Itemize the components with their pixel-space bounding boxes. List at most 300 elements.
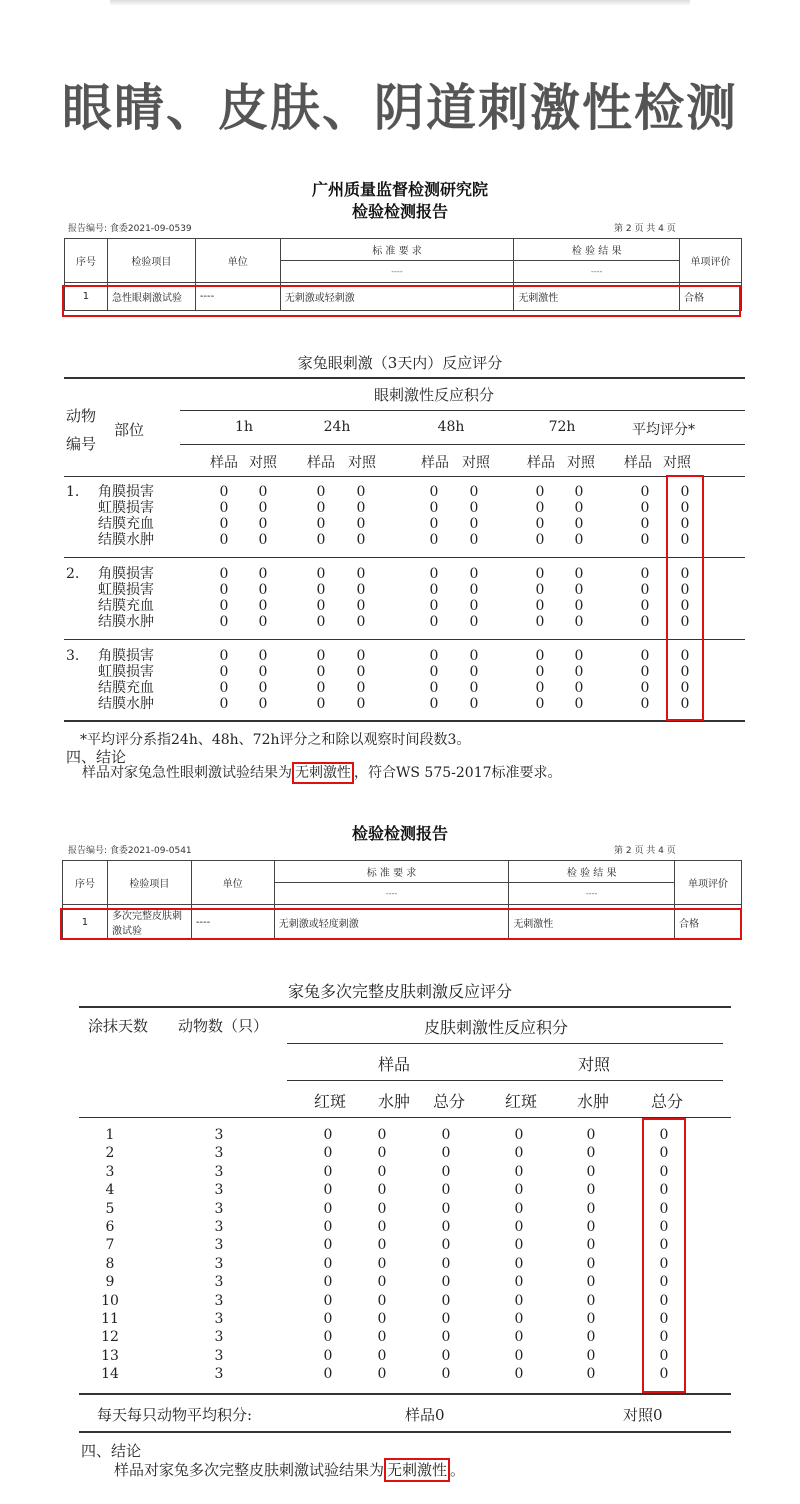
- eye-animal-number: 2.: [66, 566, 80, 582]
- skin-table-title: 家兔多次完整皮肤刺激反应评分: [287, 982, 512, 1001]
- skin-score-cell: 0: [514, 1292, 524, 1309]
- skin-score-cell: 0: [514, 1163, 524, 1180]
- eye-score-cell: 0: [469, 696, 479, 712]
- skin-score-cell: 0: [586, 1292, 596, 1309]
- skin-sub-edema: 水肿: [378, 1092, 411, 1111]
- eye-score-cell: 0: [680, 664, 690, 680]
- eye-score-cell: 0: [640, 500, 650, 516]
- eye-score-cell: 0: [219, 500, 229, 516]
- eye-score-cell: 0: [640, 582, 650, 598]
- skin-animal-count: 3: [214, 1274, 224, 1291]
- eye-score-cell: 0: [219, 696, 229, 712]
- top-shadow: [110, 0, 690, 6]
- eye-score-cell: 0: [258, 484, 268, 500]
- eye-score-cell: 0: [316, 696, 326, 712]
- skin-score-cell: 0: [377, 1366, 387, 1383]
- skin-score-cell: 0: [586, 1237, 596, 1254]
- eye-score-cell: 0: [535, 532, 545, 548]
- eye-score-cell: 0: [574, 598, 584, 614]
- skin-score-cell: 0: [323, 1200, 333, 1217]
- eye-part-label: 角膜损害: [98, 484, 154, 500]
- skin-animal-count: 3: [214, 1127, 224, 1143]
- eye-score-cell: 0: [469, 664, 479, 680]
- eye-score-cell: 0: [469, 516, 479, 532]
- eye-part-label: 结膜充血: [98, 516, 154, 532]
- eye-score-cell: 0: [680, 648, 690, 664]
- eye-score-cell: 0: [535, 516, 545, 532]
- rule: [79, 1393, 731, 1395]
- skin-score-cell: 0: [377, 1292, 387, 1309]
- rule: [287, 1080, 723, 1081]
- skin-score-cell: 0: [377, 1163, 387, 1180]
- eye-score-cell: 0: [640, 598, 650, 614]
- skin-day: 11: [101, 1311, 119, 1327]
- eye-col-animal: 动物编号: [66, 407, 97, 453]
- skin-score-cell: 0: [323, 1182, 333, 1199]
- skin-score-cell: 0: [323, 1163, 333, 1180]
- eye-score-cell: 0: [219, 648, 229, 664]
- header-unit: 单位: [191, 861, 274, 905]
- skin-score-cell: 0: [323, 1366, 333, 1383]
- skin-score-cell: 0: [323, 1237, 333, 1254]
- header-unit: 单位: [195, 239, 280, 283]
- eye-score-cell: 0: [640, 648, 650, 664]
- eye-score-cell: 0: [356, 614, 366, 630]
- eye-score-cell: 0: [574, 680, 584, 696]
- skin-score-cell: 0: [586, 1274, 596, 1291]
- skin-score-cell: 0: [586, 1347, 596, 1364]
- eye-score-cell: 0: [316, 484, 326, 500]
- eye-score-cell: 0: [469, 484, 479, 500]
- skin-score-cell: 0: [441, 1127, 451, 1143]
- header-eval: 单项评价: [675, 861, 742, 905]
- skin-day: 12: [101, 1329, 119, 1346]
- skin-score-cell: 0: [659, 1292, 669, 1309]
- skin-animal-count: 3: [214, 1347, 224, 1364]
- skin-animal-count: 3: [214, 1145, 224, 1162]
- skin-day: 6: [105, 1219, 115, 1235]
- skin-score-cell: 0: [514, 1237, 524, 1254]
- eye-score-cell: 0: [429, 566, 439, 582]
- sub-sample: 样品: [421, 455, 449, 471]
- skin-score-cell: 0: [514, 1127, 524, 1143]
- highlight-box: [666, 475, 704, 721]
- skin-score-cell: 0: [441, 1329, 451, 1346]
- header-result: 检 验 结 果: [514, 239, 680, 261]
- skin-score-cell: 0: [586, 1200, 596, 1217]
- eye-score-cell: 0: [574, 614, 584, 630]
- eye-score-cell: 0: [219, 598, 229, 614]
- eye-score-cell: 0: [574, 500, 584, 516]
- skin-score-cell: 0: [377, 1311, 387, 1327]
- skin-animal-count: 3: [214, 1182, 224, 1199]
- eye-score-cell: 0: [680, 696, 690, 712]
- eye-score-cell: 0: [316, 566, 326, 582]
- skin-day: 13: [101, 1347, 119, 1364]
- eye-score-cell: 0: [469, 648, 479, 664]
- eye-score-cell: 0: [219, 566, 229, 582]
- highlight-box: [60, 908, 742, 940]
- eye-score-cell: 0: [316, 582, 326, 598]
- skin-score-cell: 0: [441, 1163, 451, 1180]
- skin-score-cell: 0: [586, 1329, 596, 1346]
- skin-score-cell: 0: [441, 1237, 451, 1254]
- eye-part-label: 结膜水肿: [98, 532, 154, 548]
- eye-score-cell: 0: [640, 516, 650, 532]
- eye-score-cell: 0: [356, 484, 366, 500]
- eye-footnote: *平均评分系指24h、48h、72h评分之和除以观察时间段数3。: [80, 732, 471, 748]
- eye-score-cell: 0: [469, 614, 479, 630]
- rule: [64, 476, 745, 477]
- skin-score-cell: 0: [441, 1274, 451, 1291]
- skin-score-cell: 0: [377, 1145, 387, 1162]
- eye-score-cell: 0: [640, 566, 650, 582]
- eye-score-cell: 0: [469, 500, 479, 516]
- skin-score-cell: 0: [441, 1347, 451, 1364]
- skin-score-cell: 0: [514, 1255, 524, 1272]
- eye-score-cell: 0: [535, 696, 545, 712]
- eye-score-cell: 0: [316, 598, 326, 614]
- skin-score-cell: 0: [514, 1274, 524, 1291]
- skin-score-cell: 0: [441, 1255, 451, 1272]
- skin-score-cell: 0: [377, 1347, 387, 1364]
- eye-score-cell: 0: [429, 484, 439, 500]
- eye-score-cell: 0: [535, 664, 545, 680]
- skin-score-cell: 0: [659, 1255, 669, 1272]
- eye-score-cell: 0: [258, 648, 268, 664]
- skin-animal-count: 3: [214, 1255, 224, 1272]
- eye-score-cell: 0: [258, 532, 268, 548]
- eye-score-cell: 0: [356, 500, 366, 516]
- skin-animal-count: 3: [214, 1366, 224, 1383]
- skin-score-cell: 0: [586, 1219, 596, 1235]
- eye-conclusion-highlight: 无刺激性: [292, 762, 354, 784]
- report-number-2: 报告编号: 食委2021-09-0541: [68, 846, 192, 856]
- eye-score-cell: 0: [469, 566, 479, 582]
- skin-score-cell: 0: [586, 1311, 596, 1327]
- eye-time-1h: 1h: [235, 419, 253, 435]
- eye-score-cell: 0: [429, 664, 439, 680]
- skin-day: 14: [101, 1366, 119, 1383]
- eye-score-cell: 0: [574, 648, 584, 664]
- skin-score-cell: 0: [514, 1200, 524, 1217]
- skin-animal-count: 3: [214, 1292, 224, 1309]
- eye-time-avg: 平均评分*: [632, 422, 695, 438]
- header-eval: 单项评价: [680, 239, 742, 283]
- eye-score-cell: 0: [316, 500, 326, 516]
- eye-score-cell: 0: [535, 566, 545, 582]
- skin-score-cell: 0: [441, 1366, 451, 1383]
- eye-score-cell: 0: [356, 598, 366, 614]
- eye-score-cell: 0: [356, 516, 366, 532]
- eye-score-cell: 0: [429, 516, 439, 532]
- skin-average-label: 每天每只动物平均积分:: [97, 1406, 253, 1424]
- eye-score-cell: 0: [680, 614, 690, 630]
- skin-score-cell: 0: [441, 1200, 451, 1217]
- skin-conclusion-post: 。: [450, 1461, 466, 1479]
- eye-conclusion: [82, 762, 562, 782]
- eye-score-cell: 0: [219, 516, 229, 532]
- eye-score-cell: 0: [574, 566, 584, 582]
- skin-score-cell: 0: [586, 1182, 596, 1199]
- rule: [64, 557, 745, 558]
- skin-score-cell: 0: [659, 1237, 669, 1254]
- skin-score-cell: 0: [586, 1127, 596, 1143]
- eye-score-cell: 0: [680, 680, 690, 696]
- eye-score-cell: 0: [429, 500, 439, 516]
- skin-score-cell: 0: [659, 1274, 669, 1291]
- sub-sample: 样品: [210, 455, 238, 471]
- skin-score-cell: 0: [377, 1219, 387, 1235]
- eye-time-72h: 72h: [548, 419, 576, 435]
- header-standard-sub: ----: [280, 261, 514, 283]
- eye-score-cell: 0: [535, 500, 545, 516]
- skin-score-cell: 0: [514, 1145, 524, 1162]
- row-eval: 合格: [680, 283, 742, 311]
- eye-score-cell: 0: [356, 680, 366, 696]
- eye-score-cell: 0: [356, 648, 366, 664]
- eye-time-48h: 48h: [437, 419, 465, 435]
- skin-day: 10: [101, 1292, 119, 1309]
- eye-score-cell: 0: [429, 696, 439, 712]
- skin-sub-erythema: 红斑: [505, 1092, 538, 1111]
- row-unit: ----: [191, 905, 274, 940]
- eye-animal-number: 3.: [66, 648, 80, 664]
- skin-score-cell: 0: [514, 1329, 524, 1346]
- skin-score-cell: 0: [659, 1127, 669, 1143]
- skin-score-cell: 0: [514, 1347, 524, 1364]
- row-item: 多次完整皮肤刺激试验: [107, 905, 191, 940]
- eye-score-cell: 0: [356, 532, 366, 548]
- eye-part-label: 角膜损害: [98, 566, 154, 582]
- skin-day: 9: [105, 1274, 115, 1291]
- skin-score-cell: 0: [659, 1347, 669, 1364]
- skin-sample-header: 样品: [378, 1055, 411, 1074]
- eye-score-cell: 0: [574, 664, 584, 680]
- eye-score-cell: 0: [574, 484, 584, 500]
- skin-animal-count: 3: [214, 1163, 224, 1180]
- eye-score-cell: 0: [219, 664, 229, 680]
- skin-animal-count: 3: [214, 1219, 224, 1235]
- rule: [64, 639, 745, 640]
- eye-score-cell: 0: [535, 680, 545, 696]
- skin-score-cell: 0: [377, 1182, 387, 1199]
- rule: [64, 377, 745, 379]
- eye-score-cell: 0: [258, 680, 268, 696]
- skin-animal-count: 3: [214, 1329, 224, 1346]
- skin-animal-count: 3: [214, 1311, 224, 1327]
- skin-col-days: 涂抹天数: [88, 1017, 149, 1035]
- eye-score-cell: 0: [469, 680, 479, 696]
- skin-sub-total: 总分: [433, 1092, 466, 1111]
- skin-score-cell: 0: [377, 1274, 387, 1291]
- eye-score-cell: 0: [258, 500, 268, 516]
- eye-part-label: 虹膜损害: [98, 500, 154, 516]
- skin-day: 3: [105, 1163, 115, 1180]
- eye-score-cell: 0: [356, 696, 366, 712]
- skin-score-cell: 0: [441, 1292, 451, 1309]
- rule: [79, 1006, 731, 1008]
- skin-score-cell: 0: [514, 1182, 524, 1199]
- eye-score-cell: 0: [429, 614, 439, 630]
- skin-conclusion-highlight: 无刺激性: [384, 1458, 450, 1482]
- skin-day: 7: [105, 1237, 115, 1254]
- eye-score-cell: 0: [680, 484, 690, 500]
- sub-control: 对照: [348, 455, 376, 471]
- eye-score-cell: 0: [429, 648, 439, 664]
- eye-score-cell: 0: [356, 582, 366, 598]
- skin-day: 1: [105, 1127, 115, 1143]
- eye-score-cell: 0: [258, 614, 268, 630]
- skin-score-cell: 0: [323, 1274, 333, 1291]
- eye-score-cell: 0: [469, 532, 479, 548]
- eye-score-cell: 0: [680, 532, 690, 548]
- skin-score-cell: 0: [441, 1311, 451, 1327]
- sub-control: 对照: [249, 455, 277, 471]
- eye-score-cell: 0: [258, 696, 268, 712]
- eye-score-cell: 0: [258, 664, 268, 680]
- eye-score-cell: 0: [574, 532, 584, 548]
- eye-score-cell: 0: [535, 614, 545, 630]
- skin-conclusion: [114, 1459, 465, 1480]
- skin-score-cell: 0: [323, 1127, 333, 1143]
- sub-sample: 样品: [307, 455, 335, 471]
- header-item: 检验项目: [107, 239, 195, 283]
- report-number-1: 报告编号: 食委2021-09-0539: [68, 224, 192, 234]
- skin-score-cell: 0: [659, 1163, 669, 1180]
- eye-score-cell: 0: [258, 566, 268, 582]
- sub-control: 对照: [567, 455, 595, 471]
- eye-score-cell: 0: [640, 680, 650, 696]
- eye-score-cell: 0: [429, 532, 439, 548]
- skin-score-cell: 0: [659, 1182, 669, 1199]
- skin-score-cell: 0: [514, 1311, 524, 1327]
- eye-score-cell: 0: [574, 582, 584, 598]
- eye-table-title: 家兔眼刺激（3天内）反应评分: [297, 354, 503, 372]
- header-standard: 标 准 要 求: [274, 861, 509, 883]
- eye-part-label: 角膜损害: [98, 648, 154, 664]
- sub-sample: 样品: [624, 455, 652, 471]
- skin-score-cell: 0: [514, 1219, 524, 1235]
- eye-animal-number: 1.: [66, 484, 80, 500]
- skin-score-cell: 0: [659, 1219, 669, 1235]
- eye-conclusion-post: ，符合WS 575-2017标准要求。: [354, 765, 562, 781]
- eye-score-cell: 0: [640, 696, 650, 712]
- skin-score-cell: 0: [323, 1219, 333, 1235]
- skin-col-count: 动物数（只）: [178, 1017, 269, 1035]
- eye-part-label: 虹膜损害: [98, 582, 154, 598]
- skin-group-header: 皮肤刺激性反应积分: [424, 1018, 569, 1037]
- row-seq: 1: [65, 283, 108, 311]
- sub-control: 对照: [462, 455, 490, 471]
- header-seq: 序号: [63, 861, 108, 905]
- skin-score-cell: 0: [323, 1145, 333, 1162]
- skin-score-cell: 0: [586, 1145, 596, 1162]
- eye-score-cell: 0: [640, 614, 650, 630]
- sub-sample: 样品: [527, 455, 555, 471]
- skin-score-cell: 0: [323, 1347, 333, 1364]
- skin-score-cell: 0: [586, 1366, 596, 1383]
- skin-score-cell: 0: [377, 1200, 387, 1217]
- skin-score-cell: 0: [586, 1255, 596, 1272]
- eye-conclusion-pre: 样品对家兔急性眼刺激试验结果为: [82, 765, 292, 781]
- eye-score-cell: 0: [316, 614, 326, 630]
- skin-score-cell: 0: [441, 1219, 451, 1235]
- skin-sub-total: 总分: [651, 1092, 684, 1111]
- skin-day: 2: [105, 1145, 115, 1162]
- eye-score-cell: 0: [258, 598, 268, 614]
- header-result: 检 验 结 果: [509, 861, 675, 883]
- rule: [180, 444, 745, 445]
- skin-score-cell: 0: [659, 1366, 669, 1383]
- institution-name: 广州质量监督检测研究院: [311, 180, 488, 199]
- skin-sub-edema: 水肿: [577, 1092, 610, 1111]
- eye-score-cell: 0: [356, 664, 366, 680]
- skin-score-cell: 0: [323, 1292, 333, 1309]
- rule: [79, 1117, 731, 1118]
- eye-score-cell: 0: [574, 696, 584, 712]
- page-info-1: 第 2 页 共 4 页: [614, 224, 676, 234]
- skin-score-cell: 0: [659, 1145, 669, 1162]
- skin-score-cell: 0: [377, 1127, 387, 1143]
- eye-score-cell: 0: [316, 516, 326, 532]
- skin-day: 4: [105, 1182, 115, 1199]
- skin-day: 8: [105, 1255, 115, 1272]
- header-standard: 标 准 要 求: [280, 239, 514, 261]
- eye-score-cell: 0: [316, 648, 326, 664]
- report-title-1: 检验检测报告: [351, 202, 448, 221]
- eye-score-cell: 0: [640, 664, 650, 680]
- eye-score-cell: 0: [680, 598, 690, 614]
- skin-average-sample: 样品0: [405, 1406, 445, 1424]
- skin-score-cell: 0: [323, 1329, 333, 1346]
- skin-animal-count: 3: [214, 1200, 224, 1217]
- row-seq: 1: [63, 905, 108, 940]
- sub-control: 对照: [663, 455, 691, 471]
- header-result-sub: ----: [509, 883, 675, 905]
- eye-score-cell: 0: [535, 648, 545, 664]
- eye-part-label: 结膜充血: [98, 680, 154, 696]
- eye-score-cell: 0: [219, 614, 229, 630]
- row-item: 急性眼刺激试验: [107, 283, 195, 311]
- header-result-sub: ----: [514, 261, 680, 283]
- eye-score-cell: 0: [680, 566, 690, 582]
- eye-part-label: 结膜水肿: [98, 696, 154, 712]
- row-standard: 无刺激或轻度刺激: [274, 905, 509, 940]
- eye-score-cell: 0: [429, 598, 439, 614]
- eye-score-cell: 0: [429, 582, 439, 598]
- eye-score-cell: 0: [574, 516, 584, 532]
- row-unit: ----: [195, 283, 280, 311]
- skin-day: 5: [105, 1200, 115, 1217]
- skin-score-cell: 0: [659, 1200, 669, 1217]
- highlight-box: [62, 285, 741, 317]
- skin-sub-erythema: 红斑: [314, 1092, 347, 1111]
- skin-score-cell: 0: [659, 1311, 669, 1327]
- eye-score-cell: 0: [680, 500, 690, 516]
- highlight-box: [642, 1118, 686, 1393]
- eye-score-cell: 0: [258, 582, 268, 598]
- eye-score-cell: 0: [219, 532, 229, 548]
- eye-score-cell: 0: [680, 582, 690, 598]
- eye-score-cell: 0: [356, 566, 366, 582]
- rule: [79, 1431, 731, 1433]
- eye-score-cell: 0: [219, 484, 229, 500]
- eye-score-cell: 0: [640, 532, 650, 548]
- rule: [287, 1043, 723, 1044]
- skin-average-control: 对照0: [623, 1406, 663, 1424]
- eye-time-24h: 24h: [323, 419, 351, 435]
